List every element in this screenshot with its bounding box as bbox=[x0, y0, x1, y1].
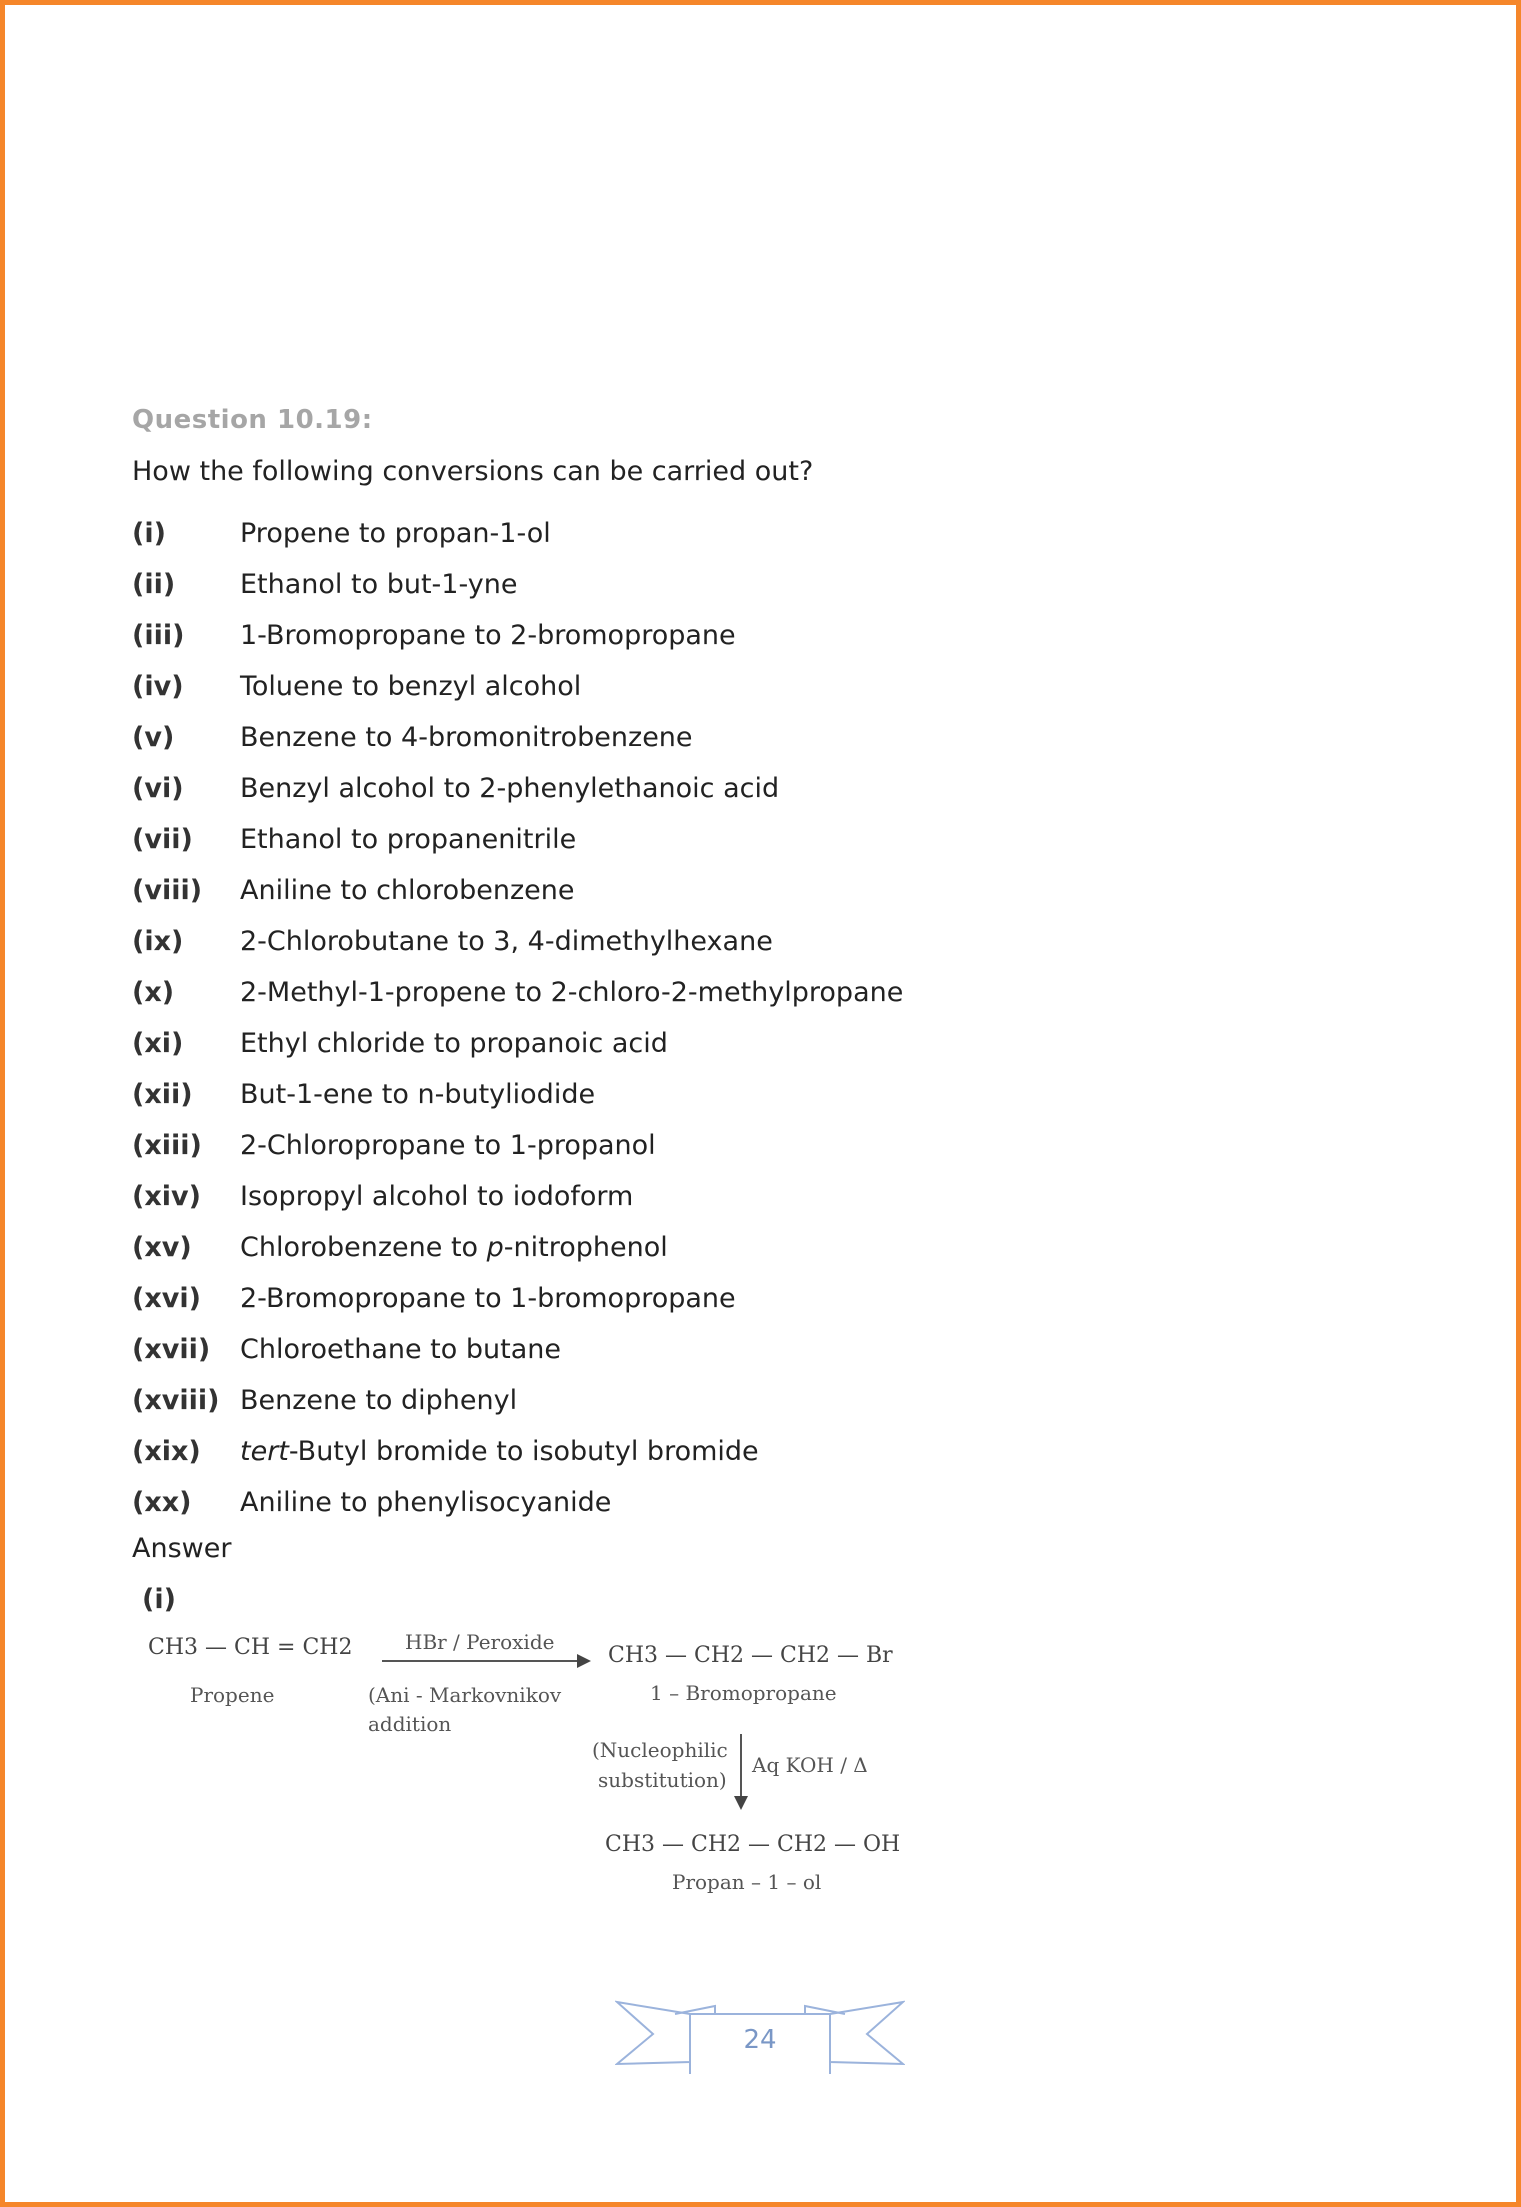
intermediate-formula: CH3 — CH2 — CH2 — Br bbox=[608, 1643, 893, 1668]
item-number: (vii) bbox=[132, 824, 193, 855]
list-item bbox=[132, 1171, 903, 1222]
step2-note-line2: substitution) bbox=[598, 1768, 727, 1792]
list-item bbox=[132, 661, 903, 712]
item-number: (viii) bbox=[132, 875, 203, 906]
answer-label: Answer bbox=[132, 1533, 232, 1564]
list-item bbox=[132, 865, 903, 916]
item-number: (xiv) bbox=[132, 1181, 201, 1212]
item-number: (ix) bbox=[132, 926, 184, 957]
item-number: (i) bbox=[132, 518, 166, 549]
list-item bbox=[132, 712, 903, 763]
reactant-name: Propene bbox=[190, 1683, 275, 1707]
item-number: (vi) bbox=[132, 773, 184, 804]
list-item bbox=[132, 763, 903, 814]
list-item bbox=[132, 916, 903, 967]
item-text: 2-Methyl-1-propene to 2-chloro-2-methylpropane bbox=[240, 977, 904, 1008]
list-item bbox=[132, 1324, 903, 1375]
item-text: But-1-ene to n-butyliodide bbox=[240, 1079, 596, 1110]
list-item bbox=[132, 1477, 903, 1528]
list-item bbox=[132, 1426, 903, 1477]
item-number: (iii) bbox=[132, 620, 185, 651]
list-item bbox=[132, 1375, 903, 1426]
item-text: 2-Chlorobutane to 3, 4-dimethylhexane bbox=[240, 926, 773, 957]
item-number: (ii) bbox=[132, 569, 176, 600]
item-text-italic: tert bbox=[240, 1436, 289, 1467]
item-number: (xviii) bbox=[132, 1385, 220, 1416]
item-number: (xix) bbox=[132, 1436, 201, 1467]
item-number: (xv) bbox=[132, 1232, 192, 1263]
reaction-arrow-down-icon bbox=[740, 1734, 742, 1806]
item-number: (xx) bbox=[132, 1487, 192, 1518]
step2-reagent: Aq KOH / Δ bbox=[752, 1753, 868, 1777]
item-number: (xvii) bbox=[132, 1334, 211, 1365]
list-item bbox=[132, 1120, 903, 1171]
step1-note-line1: (Ani - Markovnikov bbox=[368, 1683, 562, 1707]
item-text: Benzyl alcohol to 2-phenylethanoic acid bbox=[240, 773, 780, 804]
item-text: Propene to propan-1-ol bbox=[240, 518, 551, 549]
item-number: (xi) bbox=[132, 1028, 184, 1059]
answer-part-number: (i) bbox=[142, 1584, 176, 1615]
list-item bbox=[132, 1069, 903, 1120]
item-text: Ethanol to propanenitrile bbox=[240, 824, 577, 855]
step1-note-line2: addition bbox=[368, 1712, 452, 1736]
item-text: Aniline to chlorobenzene bbox=[240, 875, 575, 906]
conversion-list bbox=[132, 508, 903, 1528]
item-text: Isopropyl alcohol to iodoform bbox=[240, 1181, 634, 1212]
item-text: Ethyl chloride to propanoic acid bbox=[240, 1028, 668, 1059]
list-item bbox=[132, 559, 903, 610]
item-text: 2-Chloropropane to 1-propanol bbox=[240, 1130, 656, 1161]
list-item bbox=[132, 1222, 903, 1273]
product-name: Propan – 1 – ol bbox=[672, 1870, 822, 1894]
item-text: Chloroethane to butane bbox=[240, 1334, 561, 1365]
item-text bbox=[240, 1436, 759, 1467]
item-number: (xvi) bbox=[132, 1283, 201, 1314]
list-item bbox=[132, 814, 903, 865]
item-text: 1-Bromopropane to 2-bromopropane bbox=[240, 620, 736, 651]
item-text-rest: -nitrophenol bbox=[503, 1232, 668, 1263]
list-item bbox=[132, 1273, 903, 1324]
reactant-formula: CH3 — CH = CH2 bbox=[148, 1635, 353, 1660]
item-number: (v) bbox=[132, 722, 175, 753]
list-item bbox=[132, 967, 903, 1018]
page-number: 24 bbox=[743, 2025, 777, 2055]
item-text bbox=[240, 1232, 668, 1263]
item-text: 2-Bromopropane to 1-bromopropane bbox=[240, 1283, 736, 1314]
item-text: Ethanol to but-1-yne bbox=[240, 569, 518, 600]
item-text: Toluene to benzyl alcohol bbox=[240, 671, 582, 702]
item-number: (x) bbox=[132, 977, 175, 1008]
step2-note-line1: (Nucleophilic bbox=[592, 1738, 728, 1762]
step1-reagent: HBr / Peroxide bbox=[405, 1630, 555, 1654]
question-prompt: How the following conversions can be carried out? bbox=[132, 456, 814, 487]
item-text-italic: p bbox=[486, 1232, 504, 1263]
item-text-rest: -Butyl bromide to isobutyl bromide bbox=[288, 1436, 759, 1467]
item-number: (xiii) bbox=[132, 1130, 202, 1161]
reaction-arrow-right-icon bbox=[382, 1660, 587, 1662]
item-text-prefix: Chlorobenzene to bbox=[240, 1232, 487, 1263]
list-item bbox=[132, 508, 903, 559]
item-number: (iv) bbox=[132, 671, 184, 702]
list-item bbox=[132, 610, 903, 661]
product-formula: CH3 — CH2 — CH2 — OH bbox=[605, 1832, 901, 1857]
list-item bbox=[132, 1018, 903, 1069]
item-text: Benzene to diphenyl bbox=[240, 1385, 518, 1416]
question-title: Question 10.19: bbox=[132, 405, 373, 435]
intermediate-name: 1 – Bromopropane bbox=[650, 1681, 837, 1705]
item-text: Aniline to phenylisocyanide bbox=[240, 1487, 612, 1518]
item-number: (xii) bbox=[132, 1079, 193, 1110]
item-text: Benzene to 4-bromonitrobenzene bbox=[240, 722, 693, 753]
